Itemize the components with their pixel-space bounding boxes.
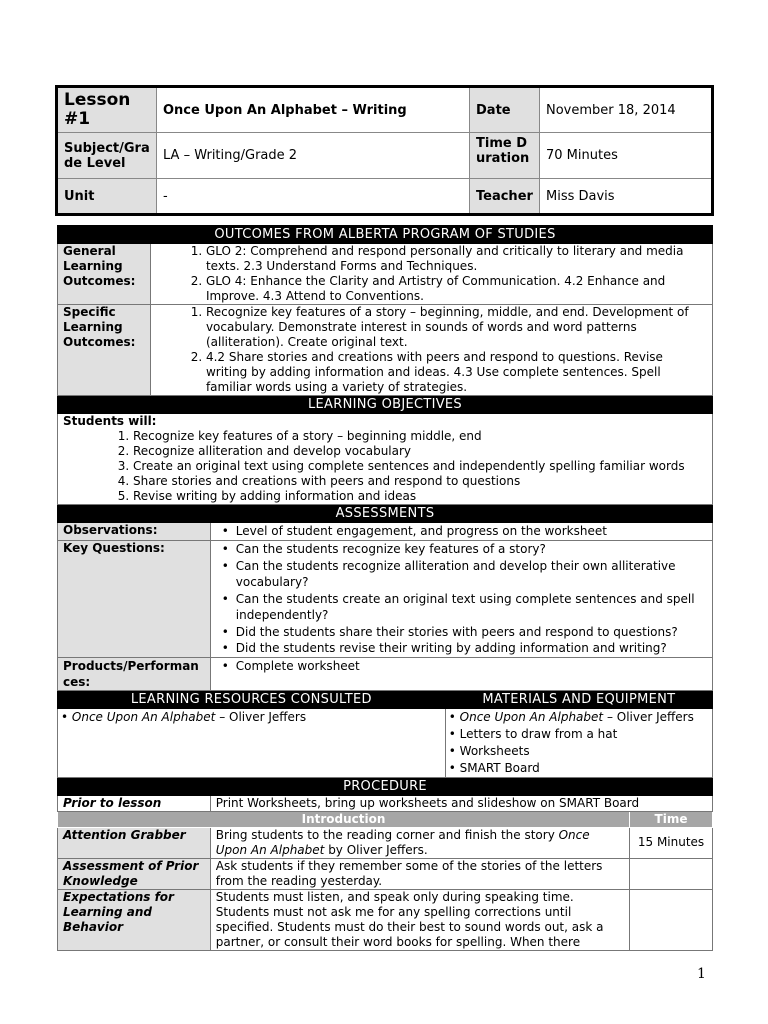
procedure-heading: PROCEDURE — [58, 777, 713, 795]
list-item: 4. Share stories and creations with peers and respond to questions — [133, 474, 707, 489]
expectations-label: Expectations for Learning and Behavior — [58, 889, 211, 950]
list-item: • Can the students recognize key features of a story? — [236, 541, 707, 558]
lesson-title: Once Upon An Alphabet – Writing — [157, 87, 470, 133]
time-label: Time Duration — [470, 133, 540, 179]
prior-to-lesson-label: Prior to lesson — [58, 795, 211, 811]
lesson-label: Lesson #1 — [57, 87, 157, 133]
attention-text: by Oliver Jeffers. — [324, 842, 428, 857]
attention-grabber-time: 15 Minutes — [630, 827, 713, 858]
general-outcomes-cell — [150, 244, 712, 305]
specific-outcomes-cell — [150, 305, 712, 396]
list-item: 5. Revise writing by adding information and ideas — [133, 489, 707, 504]
objectives-heading: LEARNING OBJECTIVES — [58, 396, 713, 414]
material-item: • Worksheets — [448, 743, 530, 758]
list-item: 1. GLO 2: Comprehend and respond personally and critically to literary and media texts. 2.3 Understand Forms and Techniques. — [206, 244, 707, 274]
unit-label: Unit — [57, 179, 157, 215]
material-item: • Once Upon An Alphabet – Oliver Jeffers — [448, 709, 694, 724]
general-outcomes-label: General Learning Outcomes: — [58, 244, 151, 305]
subject-label: Subject/Grade Level — [57, 133, 157, 179]
material-book-title: Once Upon An Alphabet — [459, 709, 604, 724]
key-questions-list — [216, 541, 707, 657]
unit-value: - — [157, 179, 470, 215]
prior-knowledge-label: Assessment of Prior Knowledge — [58, 858, 211, 889]
list-item: 3. Create an original text using complete sentences and independently spelling familiar words — [133, 459, 707, 474]
resources-cell — [58, 708, 446, 777]
resource-item: • Once Upon An Alphabet – Oliver Jeffers — [61, 709, 307, 724]
list-item: 2. GLO 4: Enhance the Clarity and Artistry of Communication. 4.2 Enhance and Improve. 4.3 Attend to Conventions. — [206, 274, 707, 304]
list-item: • Level of student engagement, and progress on the worksheet — [236, 523, 707, 540]
date-label: Date — [470, 87, 540, 133]
attention-grabber-text — [210, 827, 629, 858]
resource-author: – Oliver Jeffers — [215, 709, 307, 724]
expectations-time — [630, 889, 713, 950]
list-item: • Did the students share their stories with peers and respond to questions? — [236, 624, 707, 641]
prior-knowledge-text: Ask students if they remember some of the stories of the letters from the reading yesterday. — [210, 858, 629, 889]
expectations-text: Students must listen, and speak only during speaking time. Students must not ask me for any spelling corrections until specified. Students must do their best to sound words out, ask a partner, or consult their word books for spelling. When there — [210, 889, 629, 950]
material-item: • SMART Board — [448, 760, 540, 775]
specific-outcomes-label: Specific Learning Outcomes: — [58, 305, 151, 396]
attention-book-title: Once Upon An Alphabet — [215, 827, 590, 857]
list-item: • Complete worksheet — [236, 658, 707, 675]
key-questions-cell — [210, 541, 712, 658]
list-item: • Can the students recognize alliteration and develop their own alliterative vocabulary? — [236, 558, 707, 591]
specific-outcomes-list — [156, 305, 707, 395]
material-item-text: Letters to draw from a hat — [459, 726, 618, 741]
prior-to-lesson-value: Print Worksheets, bring up worksheets and slideshow on SMART Board — [210, 795, 712, 811]
key-questions-label: Key Questions: — [58, 541, 211, 658]
material-item-text: SMART Board — [459, 760, 540, 775]
teacher-value: Miss Davis — [540, 179, 713, 215]
products-list — [216, 658, 707, 675]
introduction-heading: Introduction — [58, 811, 630, 827]
time-heading: Time — [630, 811, 713, 827]
prior-knowledge-time — [630, 858, 713, 889]
materials-heading: MATERIALS AND EQUIPMENT — [445, 690, 712, 708]
list-item: 1. Recognize key features of a story – beginning, middle, and end. Development of vocabulary. Demonstrate interest in sounds of words and word patterns (alliteration). Create original text. — [206, 305, 707, 350]
material-item-text: Worksheets — [459, 743, 530, 758]
resource-book-title: Once Upon An Alphabet — [71, 709, 216, 724]
products-label: Products/Performances: — [58, 657, 211, 690]
observations-label: Observations: — [58, 523, 211, 541]
materials-cell — [445, 708, 712, 777]
observations-cell — [210, 523, 712, 541]
list-item: 1. Recognize key features of a story – beginning middle, end — [133, 429, 707, 444]
teacher-label: Teacher — [470, 179, 540, 215]
date-value: November 18, 2014 — [540, 87, 713, 133]
outcomes-heading: OUTCOMES FROM ALBERTA PROGRAM OF STUDIES — [58, 226, 713, 244]
list-item: 2. 4.2 Share stories and creations with peers and respond to questions. Revise writing by adding information and ideas. 4.3 Use complete sentences. Spell familiar words using a variety of strategies. — [206, 350, 707, 395]
time-value: 70 Minutes — [540, 133, 713, 179]
lesson-header-table — [55, 85, 714, 216]
lesson-plan-table — [57, 225, 713, 951]
page-number: 1 — [697, 966, 706, 982]
observations-list — [216, 523, 707, 540]
list-item: • Can the students create an original text using complete sentences and spell independently? — [236, 591, 707, 624]
assessments-heading: ASSESSMENTS — [58, 505, 713, 523]
objectives-list — [63, 429, 707, 504]
attention-grabber-label: Attention Grabber — [58, 827, 211, 858]
subject-value: LA – Writing/Grade 2 — [157, 133, 470, 179]
attention-text: Bring students to the reading corner and finish the story — [215, 827, 559, 842]
objectives-cell — [58, 414, 713, 505]
list-item: • Did the students revise their writing by adding information and writing? — [236, 640, 707, 657]
list-item: 2. Recognize alliteration and develop vocabulary — [133, 444, 707, 459]
products-cell — [210, 657, 712, 690]
general-outcomes-list — [156, 244, 707, 304]
resources-heading: LEARNING RESOURCES CONSULTED — [58, 690, 446, 708]
material-author: – Oliver Jeffers — [603, 709, 694, 724]
objectives-intro: Students will: — [63, 414, 157, 428]
material-item: • Letters to draw from a hat — [448, 726, 618, 741]
